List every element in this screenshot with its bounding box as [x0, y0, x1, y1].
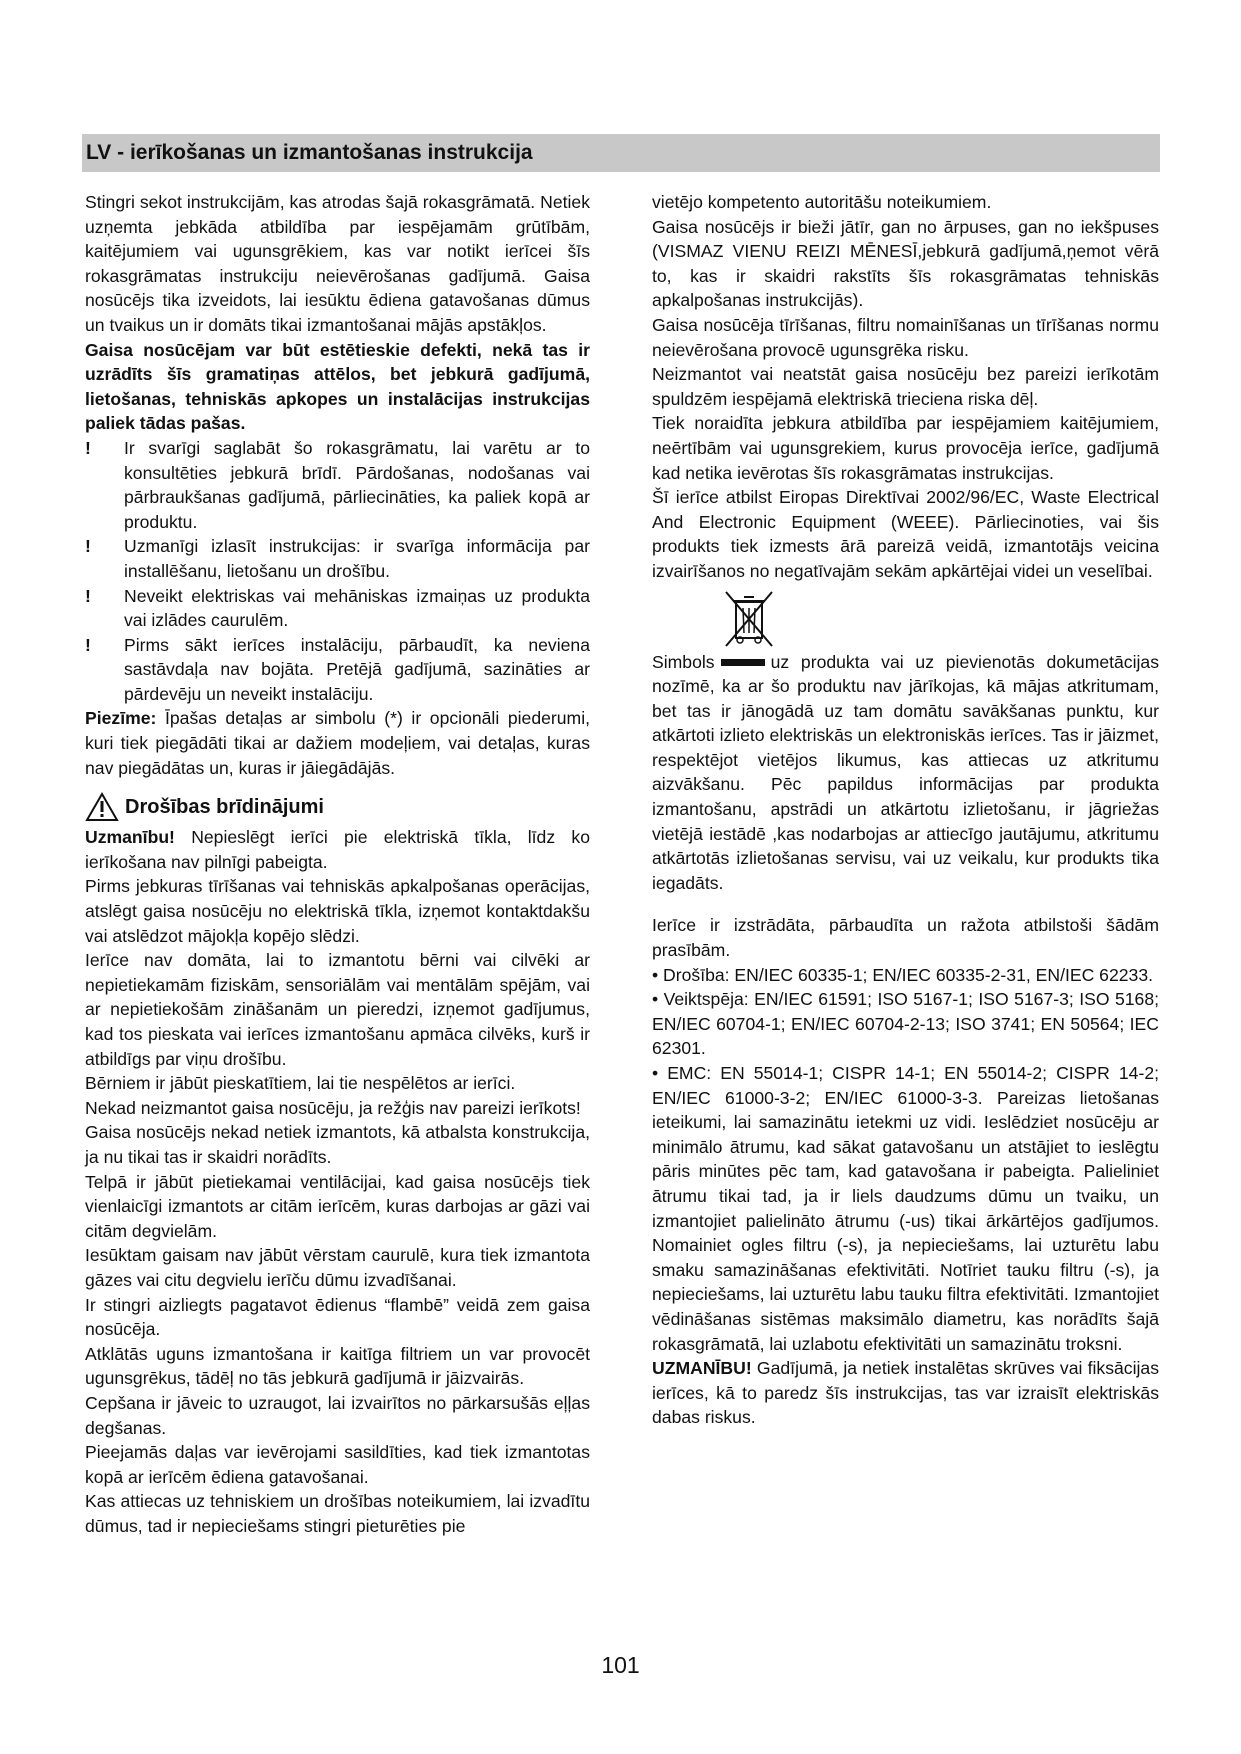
- bullet-item: [85, 436, 590, 534]
- safety-paragraph: Kas attiecas uz tehniskiem un drošības noteikumiem, lai izvadītu dūmus, tad ir nepieciešams stingri pieturēties pie: [85, 1491, 590, 1536]
- safety-paragraph: Gaisa nosūcējs nekad netiek izmantots, kā atbalsta konstrukcija, ja nu tikai tas ir skaidri norādīts.: [85, 1122, 590, 1167]
- intro-paragraph: Stingri sekot instrukcijām, kas atrodas šajā rokasgrāmatā. Netiek uzņemta jebkāda atbildība par iespējamām grūtībām, kaitējumiem vai ugunsgrēkiem, kas var notikt ierīcei šīs rokasgrāmatas instrukciju neievērošanas gadījumā. Gaisa nosūcējs tika izveidots, lai iesūktu ēdiena gatavošanas dūmus un tvaikus un ir domāts tikai izmantošanai mājās apstākļos.: [85, 192, 590, 335]
- bullet-mark: !: [85, 437, 91, 458]
- safety-paragraph: Ir stingri aizliegts pagatavot ēdienus “flambē” veidā zem gaisa nosūcēja.: [85, 1294, 590, 1340]
- right-paragraph: Tiek noraidīta jebkura atbildība par iespējamiem kaitējumiem, neērtībām vai ugunsgrekiem, kurus provocēja ierīce, gadījumā kad netika ievērotas šīs rokasgrāmatas instrukcijas.: [652, 413, 1159, 483]
- bullet-item: [85, 584, 590, 633]
- weee-bin-icon: [716, 588, 1159, 650]
- standards-item: • EMC: EN 55014-1; CISPR 14-1; EN 55014-2; CISPR 14-2; EN/IEC 61000-3-2; EN/IEC 61000-3-3. Pareizas lietošanas ieteikumi, lai samazinātu ietekmi uz vidi. Ieslēdziet nosūcēju ar minimālo ātrumu, kad sākat gatavošanu un atstājiet to ieslēgtu pāris minūtes pēc tam, kad gatavošana ir pabeigta. Palieliniet ātrumu tikai tad, ja ir liels daudzums dūmu un tvaiku, un izmantojiet palielināto ātrumu (-us) tikai ārkārtējos gadījumos. Nomainiet ogles filtru (-s), ja nepieciešams, lai uzturētu labu smaku samazināšanas efektivitāti. Notīriet tauku filtru (-s), ja nepieciešams, lai uzturētu labu tauku filtra efektivitāti. Izmantojiet vēdināšanas sistēmas maksimālo diametru, kas norādīts šajā rokasgrāmatā, lai uzlabotu efektivitāti un samazinātu troksni.: [652, 1063, 1159, 1354]
- note-label: Piezīme:: [85, 708, 157, 729]
- bullet-mark: !: [85, 585, 91, 606]
- safety-section-title: [85, 792, 590, 822]
- bullet-text: Neveikt elektriskas vai mehāniskas izmaiņas uz produkta vai izlādes caurulēm.: [124, 585, 590, 631]
- safety-first-text: Nepieslēgt ierīci pie elektriskā tīkla, līdz ko ierīkošana nav pilnīgi pabeigta.: [85, 827, 590, 872]
- right-column: [652, 190, 1159, 1430]
- safety-title-text: Drošības brīdinājumi: [125, 795, 324, 818]
- left-column: [85, 190, 590, 1538]
- safety-paragraph: Ierīce nav domāta, lai to izmantotu bērni vai cilvēki ar nepietiekamām fiziskām, sensoriālām vai mentālām spējām, vai ar nepietiekošām zināšanām un pieredzi, izņemot gadījumus, kad tos pieskata vai ierīces izmantošanu apmāca cilvēks, kurš ir atbildīgs par viņu drošību.: [85, 950, 590, 1069]
- standards-item: • Drošība: EN/IEC 60335-1; EN/IEC 60335-2-31, EN/IEC 62233.: [652, 964, 1153, 985]
- safety-paragraph: Telpā ir jābūt pietiekamai ventilācijai, kad gaisa nosūcējs tiek vienlaicīgi izmantots ar citām ierīcēm, kuras darbojas ar gāzi vai citām degvielām.: [85, 1171, 590, 1241]
- page-header: LV - ierīkošanas un izmantošanas instrukcija: [82, 134, 1160, 172]
- safety-paragraph: Iesūktam gaisam nav jābūt vērstam caurulē, kura tiek izmantota gāzes vai citu degvielu ierīču dūmu izvadīšanai.: [85, 1245, 590, 1290]
- bullet-text: Pirms sākt ierīces instalāciju, pārbaudīt, ka neviena sastāvdaļa nav bojāta. Pretējā gadījumā, sazināties ar pārdevēju un neveikt instalāciju.: [124, 634, 590, 704]
- safety-label: Uzmanību!: [85, 827, 175, 848]
- symbol-text: uz produkta vai uz pievienotās dokumetācijas nozīmē, ka ar šo produktu nav jārīkojas, kā mājas atkritumam, bet tas ir jānogādā uz tam domātu savākšanas punktu, kur atkārtoti izlieto elektriskās un elektroniskās ierīces. Tas ir jāizmet, respektējot vietējos likumus, kas attiecas uz atkritumu aizvākšanu. Pēc papildus informācijas par produkta izmantošanu, apstrādi un atkārtotu izlietošanu, ir jāgriežas vietējā iestādē ,kas nodarbojas ar attiecīgo jautājumu, atkritumu atkārtotās izlietošanas servisu, vai uz veikalu, kur produkts tika iegadāts.: [652, 651, 1159, 893]
- symbol-prefix: Simbols: [652, 651, 715, 672]
- black-bar-symbol-icon: [721, 659, 765, 666]
- bullet-item: [85, 633, 590, 707]
- warning-triangle-icon: [85, 792, 119, 822]
- symbol-paragraph: [652, 650, 1159, 896]
- right-paragraph: Gaisa nosūcēja tīrīšanas, filtru nomainīšanas un tīrīšanas normu neievērošana provocē ugunsgrēka risku.: [652, 314, 1159, 360]
- bullet-item: [85, 534, 590, 583]
- right-paragraph: vietējo kompetento autoritāšu noteikumiem.: [652, 192, 992, 212]
- bold-notice: Gaisa nosūcējam var būt estētieskie defekti, nekā tas ir uzrādīts šīs gramatiņas attēlos, bet jebkurā gadījumā, lietošanas, tehniskās apkopes un instalācijas instrukcijas paliek tādas pašas.: [85, 339, 590, 434]
- warning-text: Gadījumā, ja netiek instalētas skrūves vai fiksācijas ierīces, kā to paredz šīs instrukcijas, tas var izraisīt elektriskās dabas riskus.: [652, 1358, 1159, 1428]
- warning-paragraph: [652, 1356, 1159, 1430]
- safety-paragraph: Atklātās uguns izmantošana ir kaitīga filtriem un var provocēt ugunsgrēkus, tādēļ no tās jebkurā gadījumā ir jāizvairās.: [85, 1343, 590, 1389]
- bullet-text: Ir svarīgi saglabāt šo rokasgrāmatu, lai varētu ar to konsultēties jebkurā brīdī. Pārdošanas, nodošanas vai pārbraukšanas gadījumā, pārliecināties, ka paliek kopā ar produktu.: [124, 437, 590, 532]
- standards-item: • Veiktspēja: EN/IEC 61591; ISO 5167-1; ISO 5167-3; ISO 5168; EN/IEC 60704-1; EN/IEC 60704-2-13; ISO 3741; EN 50564; IEC 62301.: [652, 989, 1159, 1059]
- weee-paragraph: Šī ierīce atbilst Eiropas Direktīvai 2002/96/EC, Waste Electrical And Electronic Equipment (WEEE). Pārliecinoties, vai šis produkts tiek izmests ārā pareizā veidā, izmantotājs veicina izvairīšanos no negatīvajām sekām apkārtējai videi un veselībai.: [652, 487, 1159, 581]
- page-number: 101: [601, 1652, 640, 1678]
- bullet-mark: !: [85, 536, 91, 557]
- safety-paragraph: Pirms jebkuras tīrīšanas vai tehniskās apkalpošanas operācijas, atslēgt gaisa nosūcēju no elektriskā tīkla, izņemot kontaktdakšu vai atslēdzot mājokļa kopējo slēdzi.: [85, 876, 590, 946]
- safety-paragraph: Cepšana ir jāveic to uzraugot, lai izvairītos no pārkarsušās eļļas degšanas.: [85, 1392, 590, 1438]
- right-paragraph: Neizmantot vai neatstāt gaisa nosūcēju bez pareizi ierīkotām spuldzēm iespējamā elektriskā trieciena riska dēļ.: [652, 364, 1159, 409]
- note-text: Īpašas detaļas ar simbolu (*) ir opcionāli piederumi, kuri tiek piegādāti tikai ar dažiem modeļiem, vai detaļas, kuras nav piegādātas un, kuras ir jāiegādājās.: [85, 708, 590, 778]
- bullet-text: Uzmanīgi izlasīt instrukcijas: ir svarīga informācija par installēšanu, lietošanu un drošību.: [124, 536, 590, 581]
- bullet-mark: !: [85, 634, 91, 655]
- right-paragraph: Gaisa nosūcējs ir bieži jātīr, gan no ārpuses, gan no iekšpuses (VISMAZ VIENU REIZI MĒNESĪ,jebkurā gadījumā,ņemot vērā to, kas ir skaidri rakstīts šīs rokasgrāmatas tehniskās apkalpošanas instrukcijās).: [652, 216, 1159, 311]
- safety-paragraph: Bērniem ir jābūt pieskatītiem, lai tie nespēlētos ar ierīci.: [85, 1073, 516, 1094]
- safety-paragraph: Nekad neizmantot gaisa nosūcēju, ja režģis nav pareizi ierīkots!: [85, 1097, 581, 1118]
- safety-first-paragraph: [85, 825, 590, 874]
- standards-intro: Ierīce ir izstrādāta, pārbaudīta un ražota atbilstoši šādām prasībām.: [652, 915, 1159, 961]
- safety-paragraph: Pieejamās daļas var ievērojami sasildīties, kad tiek izmantotas kopā ar ierīcēm ēdiena gatavošanai.: [85, 1442, 590, 1487]
- warning-label: UZMANĪBU!: [652, 1358, 752, 1379]
- note-paragraph: [85, 706, 590, 780]
